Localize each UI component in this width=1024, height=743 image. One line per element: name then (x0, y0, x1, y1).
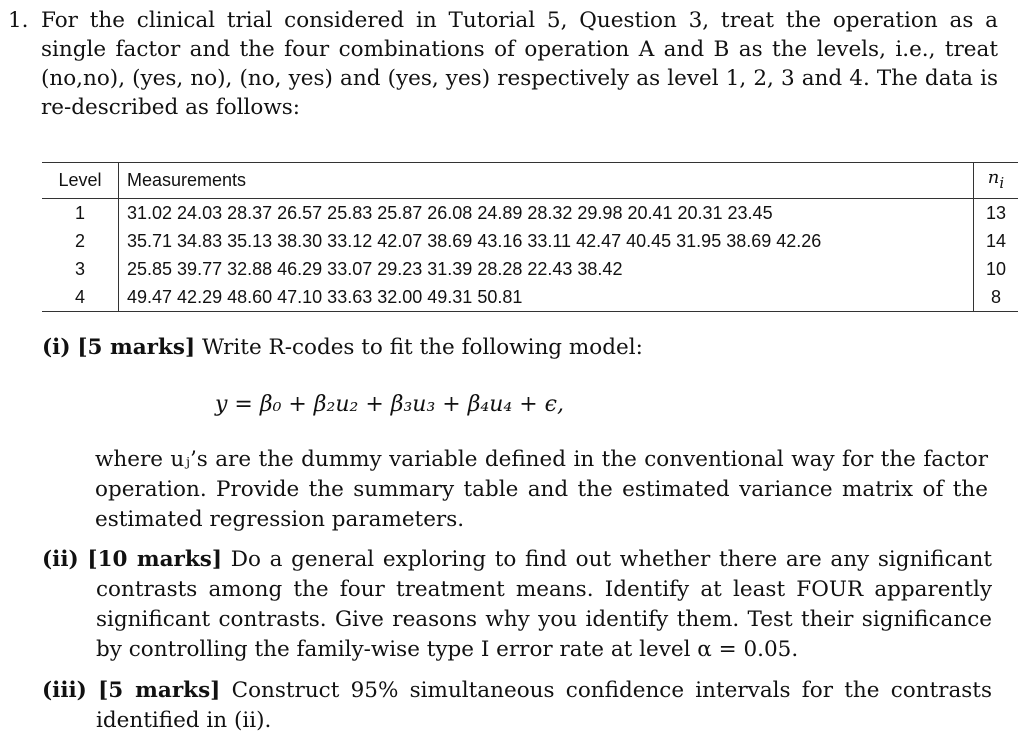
part-iii (42, 676, 992, 736)
question-text: For the clinical trial considered in Tutorial 5, Question 3, treat the operation as a single factor and the four combinations of operation A and B as the levels, i.e., treat (no,no), (yes, no), (no, yes) and (yes, yes) respectively as level 1, 2, 3 and 4. The data is re-described as follows: (41, 8, 998, 120)
part-iii-marks: [5 marks] (98, 678, 221, 703)
model-formula: y = β₀ + β₂u₂ + β₃u₃ + β₄u₄ + ϵ, (215, 392, 564, 417)
table-header-row (42, 163, 1018, 199)
table-row (42, 255, 1018, 283)
question-number: 1. (8, 8, 29, 33)
part-iii-text: Construct 95% simultaneous confidence intervals for the contrasts identified in (ii). (96, 678, 992, 733)
row-n: 10 (985, 258, 1007, 279)
row-level: 2 (42, 227, 119, 255)
row-level: 4 (42, 283, 119, 312)
row-measurements: 25.85 39.77 32.88 46.29 33.07 29.23 31.39 28.28 22.43 38.42 (119, 255, 974, 283)
row-level: 1 (42, 198, 119, 227)
row-n: 13 (985, 202, 1007, 223)
row-n: 8 (990, 286, 1001, 307)
question-1 (8, 6, 998, 122)
part-i-text: Write R-codes to fit the following model: (202, 335, 643, 360)
part-ii (42, 545, 992, 665)
row-measurements: 49.47 42.29 48.60 47.10 33.63 32.00 49.31 50.81 (119, 283, 974, 312)
header-level: Level (42, 163, 119, 199)
row-measurements: 35.71 34.83 35.13 38.30 33.12 42.07 38.69 43.16 33.11 42.47 40.45 31.95 38.69 42.26 (119, 227, 974, 255)
row-measurements: 31.02 24.03 28.37 26.57 25.83 25.87 26.08 24.89 28.32 29.98 20.41 20.31 23.45 (119, 198, 974, 227)
part-i (42, 333, 992, 363)
table-row (42, 227, 1018, 255)
part-ii-marks: [10 marks] (87, 547, 223, 572)
row-level: 3 (42, 255, 119, 283)
table-row (42, 283, 1018, 312)
part-iii-label: (iii) (42, 678, 87, 703)
header-n: $n_i$ (987, 167, 1005, 192)
part-i-marks: [5 marks] (77, 335, 196, 360)
part-i-where-text: where uⱼ’s are the dummy variable defined in the conventional way for the factor operation. Provide the summary table and the estimated variance matrix of the estimated regression parameters. (95, 447, 988, 532)
table-row (42, 198, 1018, 227)
row-n: 14 (985, 230, 1007, 251)
measurements-table (42, 162, 1018, 312)
part-i-label: (i) (42, 335, 71, 360)
part-ii-label: (ii) (42, 547, 79, 572)
part-ii-text: Do a general exploring to find out whether there are any significant contrasts among the four treatment means. Identify at least FOUR apparently significant contrasts. Give reasons why you identify them. Test their significance by controlling the family-wise type I error rate at level α = 0.05. (96, 547, 992, 662)
header-measurements: Measurements (119, 163, 974, 199)
